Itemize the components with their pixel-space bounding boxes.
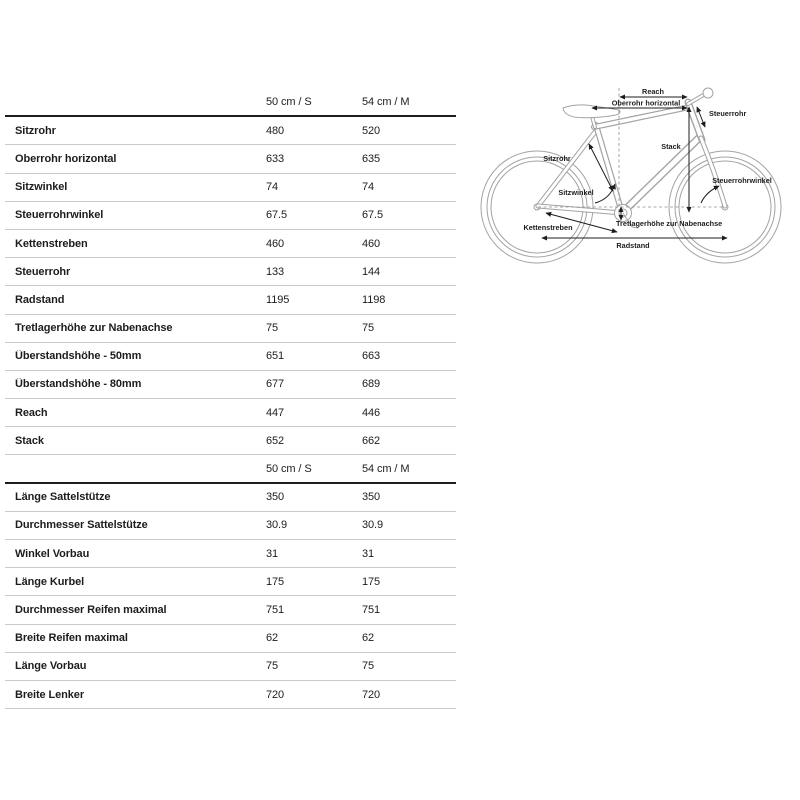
spec-label: Sitzrohr (15, 124, 56, 137)
spec-value-size-m: 67.5 (362, 209, 384, 222)
table-row (5, 625, 456, 653)
spec-label: Stack (15, 434, 44, 447)
spec-value-size-s: 67.5 (266, 209, 288, 222)
spec-label: Durchmesser Sattelstütze (15, 519, 148, 532)
spec-value-size-s: 447 (266, 406, 285, 419)
spec-value-size-s: 633 (266, 152, 285, 165)
table-row (5, 484, 456, 512)
spec-value-size-s: 652 (266, 434, 285, 447)
reach-label: Reach (642, 87, 664, 96)
column-header-size-m: 54 cm / M (362, 96, 410, 109)
spec-value-size-m: 635 (362, 152, 381, 165)
spec-value-size-s: 480 (266, 124, 285, 137)
table-row (5, 315, 456, 343)
spec-label: Radstand (15, 293, 65, 306)
table-row (5, 202, 456, 230)
table-row (5, 596, 456, 624)
dimension-annotations (523, 87, 771, 250)
geometry-table (5, 89, 456, 709)
spec-value-size-m: 31 (362, 547, 375, 560)
column-header-size-s: 50 cm / S (266, 462, 312, 475)
spec-value-size-m: 75 (362, 660, 375, 673)
spec-label: Länge Sattelstütze (15, 491, 111, 504)
stack-label: Stack (661, 142, 681, 151)
spec-value-size-s: 30.9 (266, 519, 288, 532)
spec-value-size-s: 175 (266, 575, 285, 588)
table-row (5, 653, 456, 681)
spec-value-size-m: 520 (362, 124, 381, 137)
column-header-size-s: 50 cm / S (266, 96, 312, 109)
table-row (5, 343, 456, 371)
spec-value-size-s: 75 (266, 660, 279, 673)
spec-label: Winkel Vorbau (15, 547, 90, 560)
table-row (5, 145, 456, 173)
spec-label: Breite Lenker (15, 688, 85, 701)
table-row (5, 399, 456, 427)
table-row (5, 681, 456, 709)
spec-label: Überstandshöhe - 50mm (15, 350, 142, 363)
spec-value-size-m: 175 (362, 575, 381, 588)
spec-value-size-s: 720 (266, 688, 285, 701)
table-row (5, 117, 456, 145)
spec-value-size-m: 74 (362, 181, 375, 194)
spec-label: Überstandshöhe - 80mm (15, 378, 142, 391)
table-header-row-2 (5, 455, 456, 483)
spec-value-size-s: 677 (266, 378, 285, 391)
sitzrohr-label: Sitzrohr (543, 154, 571, 163)
table-row (5, 174, 456, 202)
bike-geometry-diagram (480, 80, 800, 295)
spec-value-size-s: 651 (266, 350, 285, 363)
spec-value-size-m: 30.9 (362, 519, 384, 532)
spec-value-size-m: 720 (362, 688, 381, 701)
bike-diagram-svg (480, 80, 800, 295)
spec-value-size-m: 62 (362, 632, 375, 645)
spec-value-size-s: 31 (266, 547, 279, 560)
radstand-label: Radstand (616, 241, 650, 250)
table-row (5, 230, 456, 258)
spec-label: Kettenstreben (15, 237, 88, 250)
spec-label: Reach (15, 406, 48, 419)
sitzwinkel-label: Sitzwinkel (558, 188, 594, 197)
table-row (5, 427, 456, 455)
spec-value-size-s: 350 (266, 491, 285, 504)
table-row (5, 568, 456, 596)
spec-value-size-m: 689 (362, 378, 381, 391)
spec-value-size-m: 663 (362, 350, 381, 363)
oberrohr-horizontal-label: Oberrohr horizontal (611, 98, 681, 108)
spec-value-size-s: 1195 (266, 293, 290, 306)
table-section-components (5, 484, 456, 710)
spec-value-size-m: 662 (362, 434, 381, 447)
spec-value-size-m: 1198 (362, 293, 386, 306)
table-section-frame-geometry (5, 117, 456, 455)
spec-value-size-s: 751 (266, 603, 285, 616)
table-row (5, 286, 456, 314)
steuerrohr-label: Steuerrohr (709, 109, 747, 118)
spec-label: Länge Vorbau (15, 660, 87, 673)
spec-value-size-m: 350 (362, 491, 381, 504)
spec-value-size-s: 74 (266, 181, 279, 194)
table-row (5, 512, 456, 540)
spec-value-size-s: 460 (266, 237, 285, 250)
tretlagerhoehe-label: Tretlagerhöhe zur Nabenachse (616, 219, 723, 228)
spec-label: Länge Kurbel (15, 575, 85, 588)
handlebar-grip-drawing (703, 88, 713, 98)
spec-label: Oberrohr horizontal (15, 152, 117, 165)
spec-label: Steuerrohrwinkel (15, 209, 104, 222)
spec-label: Steuerrohr (15, 265, 71, 278)
spec-value-size-m: 751 (362, 603, 381, 616)
table-row (5, 371, 456, 399)
spec-label: Breite Reifen maximal (15, 632, 128, 645)
steuerrohrwinkel-label: Steuerrohrwinkel (712, 176, 772, 185)
spec-value-size-m: 446 (362, 406, 381, 419)
spec-label: Sitzwinkel (15, 181, 68, 194)
table-row (5, 258, 456, 286)
table-header-row (5, 89, 456, 117)
spec-value-size-s: 62 (266, 632, 279, 645)
spec-value-size-m: 75 (362, 322, 375, 335)
column-header-size-m: 54 cm / M (362, 462, 410, 475)
kettenstreben-label: Kettenstreben (523, 223, 573, 232)
spec-value-size-s: 75 (266, 322, 279, 335)
table-row (5, 540, 456, 568)
spec-label: Tretlagerhöhe zur Nabenachse (15, 322, 173, 335)
spec-value-size-m: 144 (362, 265, 381, 278)
spec-label: Durchmesser Reifen maximal (15, 603, 167, 616)
spec-value-size-m: 460 (362, 237, 381, 250)
spec-value-size-s: 133 (266, 265, 285, 278)
